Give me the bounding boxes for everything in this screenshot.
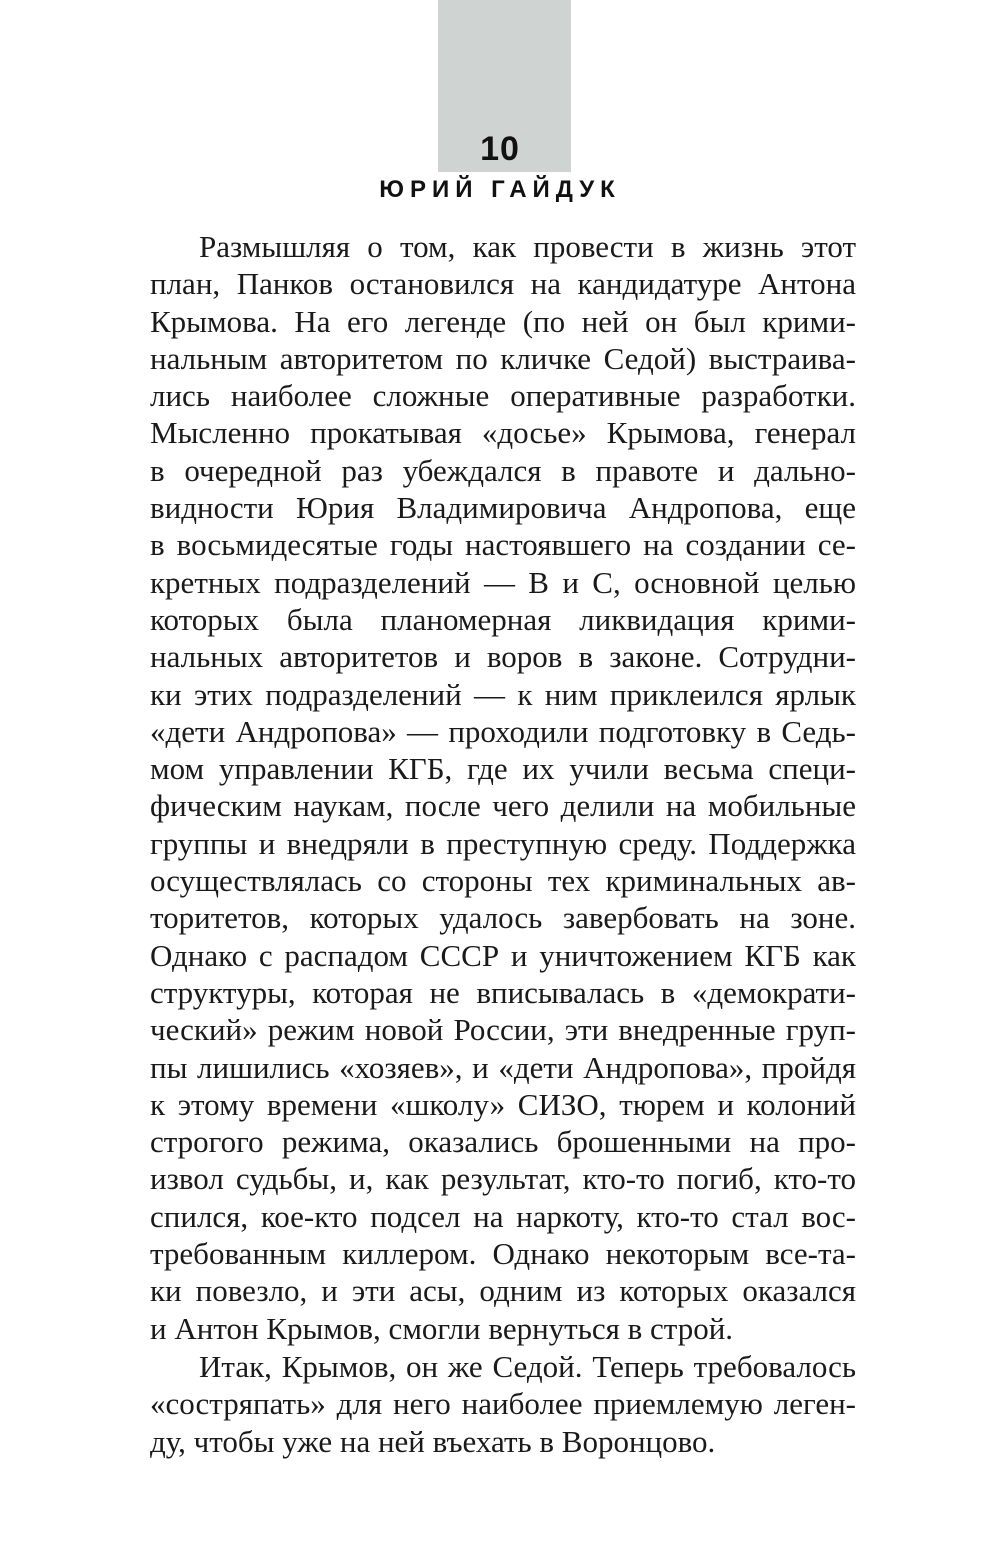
text-line: которых была планомерная ликвидация крими- [150,601,856,637]
paragraph-1 [150,228,856,1347]
text-line: ки этих подразделений — к ним приклеился ярлык [150,676,856,712]
text-line: торитетов, которых удалось завербовать на зоне. [150,900,856,936]
text-line: в очередной раз убеждался в правоте и дально- [150,452,856,488]
paragraph-2 [150,1348,856,1460]
text-line: ки повезло, и эти асы, одним из которых оказался [150,1273,856,1309]
text-line: видности Юрия Владимировича Андропова, еще [150,490,856,526]
text-line: группы и внедряли в преступную среду. Поддержка [150,825,856,861]
page-number: 10 [480,130,520,168]
text-line: кретных подразделений — В и С, основной целью [150,564,856,600]
text-line: требованным киллером. Однако некоторым все-та- [150,1236,856,1272]
text-line: «дети Андропова» — проходили подготовку в Седь- [150,713,856,749]
text-line: план, Панков остановился на кандидатуре Антона [150,266,856,302]
text-line: осуществлялась со стороны тех криминальных ав- [150,863,856,899]
text-line: спился, кое-кто подсел на наркоту, кто-то стал вос- [150,1198,856,1234]
text-line: Размышляя о том, как провести в жизнь этот [199,229,856,264]
text-line: Крымова. На его легенде (по ней он был крими- [150,303,856,339]
text-line: извол судьбы, и, как результат, кто-то погиб, кто-то [150,1161,856,1197]
text-line: лись наиболее сложные оперативные разработки. [150,378,856,414]
text-line: мом управлении КГБ, где их учили весьма специ- [150,751,856,787]
text-line: Однако с распадом СССР и уничтожением КГБ как [150,937,856,973]
text-line: фическим наукам, после чего делили на мобильные [150,788,856,824]
text-line: в восьмидесятые годы настоявшего на создании се- [150,527,856,563]
text-line: ческий» режим новой России, эти внедренные груп- [150,1012,856,1048]
text-line: и Антон Крымов, смогли вернуться в строй. [150,1310,734,1346]
author-name: ЮРИЙ ГАЙДУК [379,176,621,203]
text-line: «состряпать» для него наиболее приемлемую леген- [150,1386,856,1422]
text-line: структуры, которая не вписывалась в «демократи- [150,974,856,1010]
text-line: к этому времени «школу» СИЗО, тюрем и колоний [150,1086,856,1122]
text-line: нальным авторитетом по кличке Седой) выстраива- [150,340,856,376]
text-line: Мысленно прокатывая «досье» Крымова, генерал [150,415,856,451]
text-line: Итак, Крымов, он же Седой. Теперь требовалось [199,1348,856,1384]
body-text [150,228,856,1460]
text-line: пы лишились «хозяев», и «дети Андропова», пройдя [150,1049,856,1085]
text-line: строгого режима, оказались брошенными на про- [150,1124,856,1160]
text-line: нальных авторитетов и воров в законе. Сотрудни- [150,639,856,675]
text-line: ду, чтобы уже на ней въехать в Воронцово. [150,1423,716,1459]
